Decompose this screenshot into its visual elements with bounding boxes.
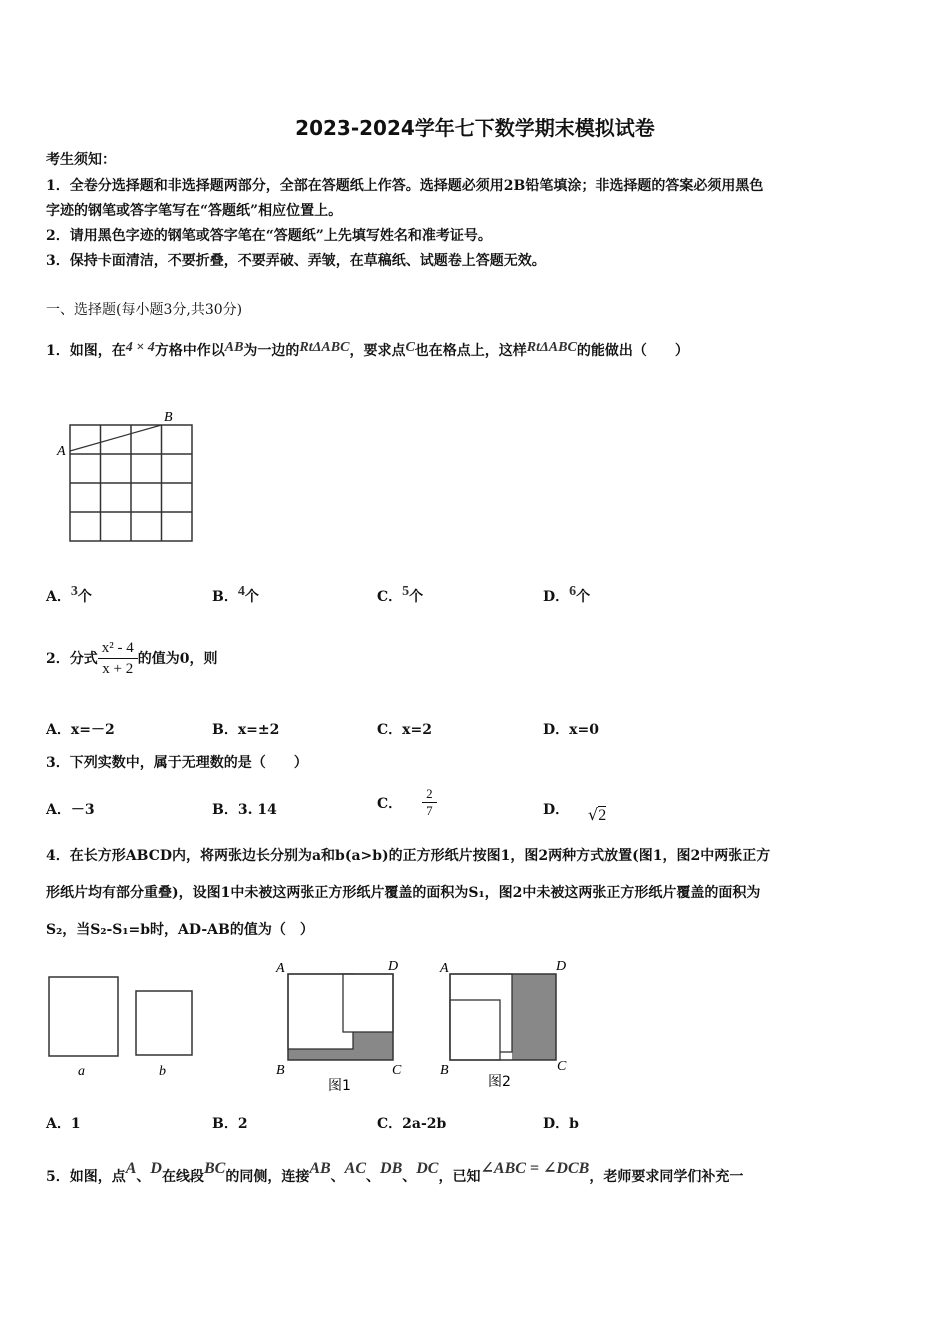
q1-option-d: D．6个 [543,584,591,605]
squares-figure [40,965,210,1085]
q1-option-a: A．3个 [46,584,92,605]
q2-option-a: A．x=－2 [46,722,115,738]
square-a-label: a [78,1064,85,1079]
figure-1 [268,952,408,1097]
notice-line-4: 3．保持卡面清洁，不要折叠，不要弄破、弄皱，在草稿纸、试题卷上答题无效。 [46,253,546,269]
q3-option-d: D． √2 [543,802,607,824]
q4-option-c: C．2a-2b [377,1116,447,1132]
notice-line-3: 2．请用黑色字迹的钢笔或答字笔在“答题纸”上先填写姓名和准考证号。 [46,228,492,244]
fig1-label-a: A [276,961,285,976]
sqrt-symbol: √2 [588,805,607,824]
fig2-label-b: B [440,1063,449,1078]
fig2-label-d: D [556,959,567,974]
question-4-line-3: S₂，当S₂-S₁=b时，AD-AB的值为（ ） [46,922,314,938]
square-a [49,977,118,1056]
q3-option-a: A．－3 [46,802,95,818]
q3-option-c: C． $\frac{2}{7}$ [377,786,437,819]
q3-option-b: B．3. 14 [212,802,277,818]
question-4-line-1: 4．在长方形ABCD内，将两张边长分别为a和b(a>b)的正方形纸片按图1，图2两种方式放置(图1，图2中两张正方 [46,848,771,864]
q4-option-a: A．1 [46,1116,81,1132]
fig2-caption: 图2 [488,1074,511,1090]
figure-2 [432,952,577,1097]
fig2-label-a: A [440,961,449,976]
page-title: 2023-2024学年七下数学期末模拟试卷 [295,116,655,140]
fig1-label-c: C [392,1063,402,1078]
grid-figure [50,400,210,550]
q2-option-b: B．x=±2 [212,722,280,738]
fig1-label-d: D [388,959,399,974]
q2-option-c: C．x=2 [377,722,432,738]
square-b [136,991,192,1055]
q4-option-b: B．2 [212,1116,248,1132]
fig1-caption: 图1 [328,1078,351,1094]
q1-option-b: B．4个 [212,584,259,605]
notice-line-1: 1．全卷分选择题和非选择题两部分，全部在答题纸上作答。选择题必须用2B铅笔填涂；非选择题的答案必须用黑色 [46,178,764,194]
q1-option-c: C．5个 [377,584,424,605]
q2-fraction: $\frac{\text{x² - 4}}{x + 2}$ [98,638,138,679]
question-4-line-2: 形纸片均有部分重叠)，设图1中未被这两张正方形纸片覆盖的面积为S₁，图2中未被这两张正方形纸片覆盖的面积为 [46,885,761,901]
question-3: 3．下列实数中，属于无理数的是（ ） [46,755,308,771]
grid-point-a-label: A [57,444,66,459]
question-2: 2．分式 $\frac{\text{x² - 4}}{x + 2}$ 的值为0，则 [46,640,218,677]
q4-option-d: D．b [543,1116,579,1132]
question-5: 5．如图，点A、D在线段BC的同侧，连接AB、AC、DB、DC，已知∠ABC = ∠DCB，老师要求同学们补充一 [46,1160,744,1185]
fig2-label-c: C [557,1059,567,1074]
grid-point-b-label: B [164,410,173,425]
fig1-label-b: B [276,1063,285,1078]
notice-heading: 考生须知： [46,152,116,168]
q2-option-d: D．x=0 [543,722,599,738]
section-heading: 一、选择题(每小题3分,共30分) [46,302,243,318]
question-1: 1．如图，在4 × 4方格中作以AB为一边的RtΔABC，要求点C也在格点上，这样RtΔABC的能做出（ ） [46,340,689,359]
square-b-label: b [159,1064,166,1079]
notice-line-2: 字迹的钢笔或答字笔写在“答题纸”相应位置上。 [46,203,343,219]
